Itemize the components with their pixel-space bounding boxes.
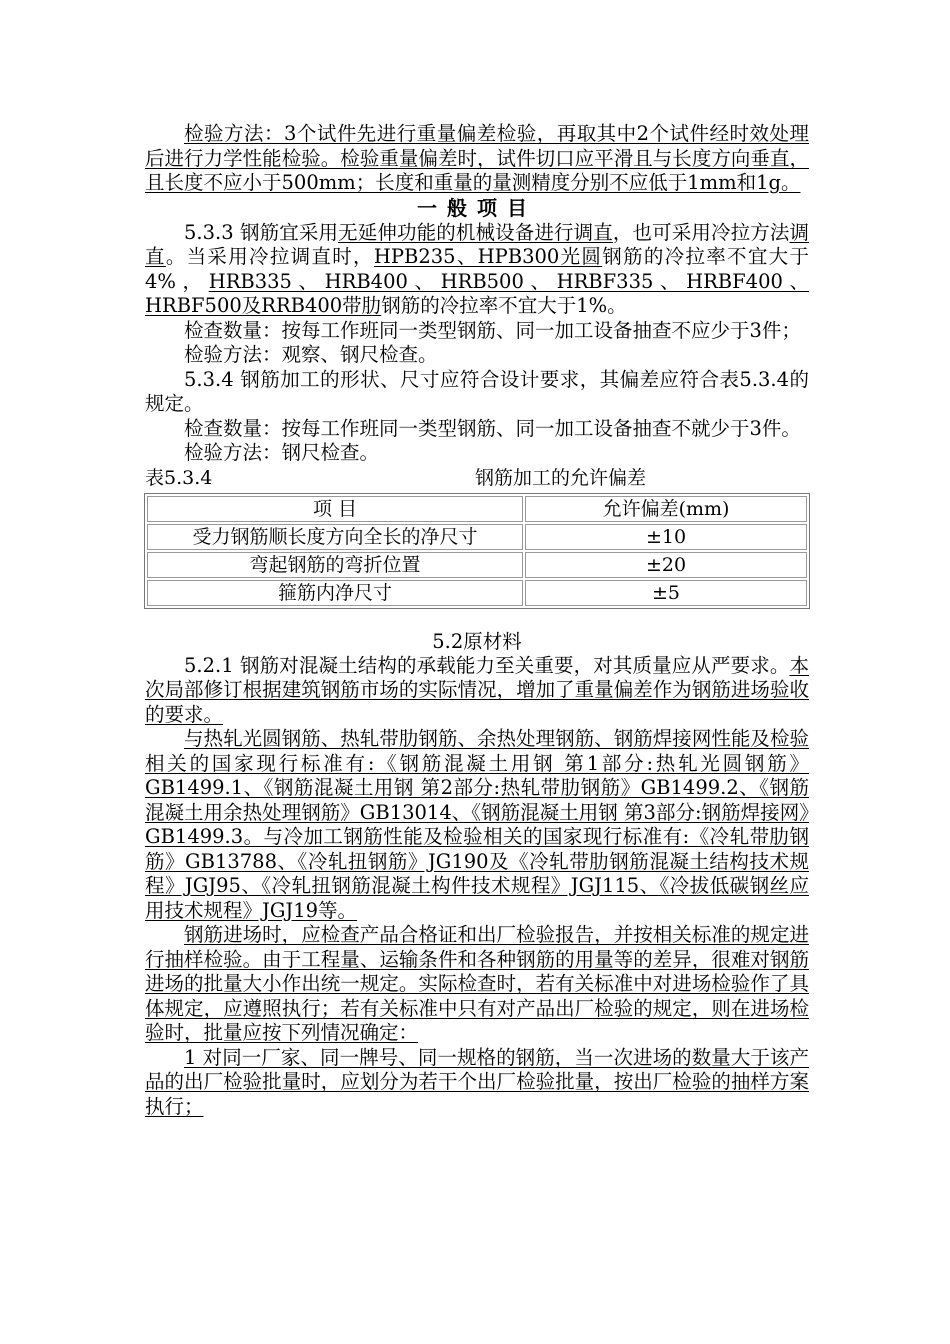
table-cell: 箍筋内净尺寸 <box>147 580 523 606</box>
table-title: 钢筋加工的允许偏差 <box>475 466 647 489</box>
clause-5-3-3-check-quantity: 检查数量：按每工作班同一类型钢筋、同一加工设备抽查不应少于3件； <box>184 318 801 342</box>
section-title: 5.2原材料 <box>432 629 522 653</box>
table-row <box>147 580 807 606</box>
table-header-cell: 允许偏差(mm) <box>525 496 807 522</box>
clause-5-3-4-check-quantity: 检查数量：按每工作班同一类型钢筋、同一加工设备抽查不就少于3件。 <box>184 416 801 440</box>
table-cell: 受力钢筋顺长度方向全长的净尺寸 <box>147 524 523 550</box>
clause-5-3-4: 5.3.4 钢筋加工的形状、尺寸应符合设计要求，其偏差应符合表5.3.4的规定。 <box>145 367 809 415</box>
table-caption <box>145 466 809 490</box>
table-row <box>147 552 807 578</box>
list-item: 1 对同一厂家、同一牌号、同一规格的钢筋，当一次进场的数量大于该产品的出厂检验批量时，应划分为若干个出厂检验批量，按出厂检验的抽样方案执行； <box>145 1045 809 1118</box>
table-cell: ±20 <box>525 552 807 578</box>
entry-inspection-paragraph: 钢筋进场时，应检查产品合格证和出厂检验报告，并按相关标准的规定进行抽样检验。由于工程量、运输条件和各种钢筋的用量等的差异，很难对钢筋进场的批量大小作出统一规定。实际检查时，若有关标准中对进场检验作了具体规定，应遵照执行；若有关标准中只有对产品出厂检验的规定，则在进场检验时，批量应按下列情况确定： <box>145 923 809 1044</box>
table-row <box>147 524 807 550</box>
table-cell: ±10 <box>525 524 807 550</box>
deviation-table <box>144 493 810 609</box>
standards-paragraph: 与热轧光圆钢筋、热轧带肋钢筋、余热处理钢筋、钢筋焊接网性能及检验相关的国家现行标准有:《钢筋混凝土用钢 第1部分:热轧光圆钢筋》GB1499.1、《钢筋混凝土用钢 第2部分:热轧带肋钢筋》GB1499.2、《钢筋混凝土用余热处理钢筋》GB13014、《钢筋混凝土用钢 第3部分:钢筋焊接网》GB1499.3。与冷加工钢筋性能及检验相关的国家现行标准有:《冷轧带肋钢筋》GB13788、《冷轧扭钢筋》JG190及《冷轧带肋钢筋混凝土结构技术规程》JGJ95、《冷轧扭钢筋混凝土构件技术规程》JGJ115、《冷拔低碳钢丝应用技术规程》JGJ19等。 <box>145 727 809 922</box>
table-header-cell: 项 目 <box>147 496 523 522</box>
general-items-heading: 一般项目 <box>417 195 537 220</box>
table-number: 表5.3.4 <box>145 466 213 489</box>
clause-5-3-4-check-method: 检验方法：钢尺检查。 <box>184 441 380 464</box>
table-cell: ±5 <box>525 580 807 606</box>
clause-5-3-3-check-method: 检验方法：观察、钢尺检查。 <box>184 343 438 366</box>
document-page <box>145 122 809 1119</box>
clause-5-2-1: 5.2.1 钢筋对混凝土结构的承载能力至关重要，对其质量应从严要求。本次局部修订根据建筑钢筋市场的实际情况，增加了重量偏差作为钢筋进场验收的要求。 <box>145 653 809 726</box>
clause-5-3-3: 5.3.3 钢筋宜采用无延伸功能的机械设备进行调直，也可采用冷拉方法调直。当采用冷拉调直时，HPB235、HPB300光圆钢筋的冷拉率不宜大于4%，HRB335、HRB400、HRB500、HRBF335、HRBF400、HRBF500及RRB400带肋钢筋的冷拉率不宜大于1%。 <box>145 220 810 317</box>
table-header-row <box>147 496 807 522</box>
inspection-method-paragraph: 检验方法：3个试件先进行重量偏差检验，再取其中2个试件经时效处理后进行力学性能检验。检验重量偏差时，试件切口应平滑且与长度方向垂直，且长度不应小于500mm；长度和重量的量测精度分别不应低于1mm和1g。 <box>145 122 809 194</box>
table-cell: 弯起钢筋的弯折位置 <box>147 552 523 578</box>
